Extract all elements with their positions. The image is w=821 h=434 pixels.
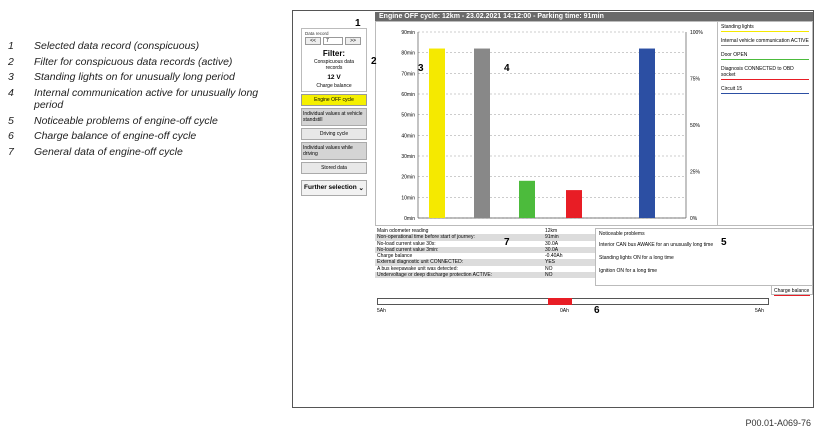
charge-balance-fill xyxy=(548,298,572,305)
menu-driving-cycle[interactable]: Driving cycle xyxy=(301,128,367,140)
charge-balance-bar xyxy=(377,294,769,316)
y2-tick-label: 75% xyxy=(690,76,701,83)
left-panel xyxy=(301,28,367,196)
y-tick-label: 80min xyxy=(401,50,415,57)
bar xyxy=(639,49,655,218)
figure-id: P00.01-A069-76 xyxy=(745,418,811,428)
further-selection-label: Further selection xyxy=(304,184,357,191)
general-data-value: -0.40Ah xyxy=(545,253,563,260)
legend-number: 4 xyxy=(8,86,14,99)
menu-engine-off-cycle[interactable]: Engine OFF cycle xyxy=(301,94,367,106)
y2-tick-label: 25% xyxy=(690,169,701,176)
event-legend-item[interactable]: Standing lights xyxy=(721,24,809,32)
legend-text: Standing lights on for unusually long period xyxy=(34,71,235,83)
callout-4: 4 xyxy=(504,63,510,74)
callout-6: 6 xyxy=(594,305,600,316)
legend-item xyxy=(8,115,278,128)
bar xyxy=(519,181,535,218)
legend-item xyxy=(8,146,278,159)
cycle-title: Engine OFF cycle: 12km - 23.02.2021 14:12:00 - Parking time: 91min xyxy=(375,12,813,21)
y-tick-label: 20min xyxy=(401,174,415,181)
data-record-panel xyxy=(301,28,367,92)
legend-number: 7 xyxy=(8,145,14,158)
further-selection-dropdown[interactable] xyxy=(301,180,367,196)
filter-conspicuous-toggle[interactable]: Conspicuous data records xyxy=(313,59,355,71)
record-number-field[interactable]: 7 xyxy=(323,37,343,45)
general-data-value: 91min xyxy=(545,234,559,241)
problem-item: Interior CAN bus AWAKE for an unusually long time xyxy=(599,242,714,248)
engine-off-chart xyxy=(375,21,718,226)
legend-list xyxy=(8,40,278,161)
legend-number: 3 xyxy=(8,71,14,83)
general-data-value: NO xyxy=(545,265,553,272)
menu-individual-values-standstill[interactable]: Individual values at vehicle standstill xyxy=(301,108,367,126)
callout-3: 3 xyxy=(418,63,424,74)
charge-balance-tab[interactable] xyxy=(771,285,813,295)
legend-text: Filter for conspicuous data records (active) xyxy=(34,55,233,68)
callout-1: 1 xyxy=(355,18,361,29)
y2-tick-label: 0% xyxy=(690,216,698,222)
general-data-value: YES xyxy=(545,259,556,266)
y-tick-label: 40min xyxy=(401,133,415,140)
bar-chart-svg xyxy=(376,22,719,227)
general-data-label: No-load current value 3min: xyxy=(377,246,439,253)
charge-balance-link[interactable]: Charge balance xyxy=(316,83,352,89)
legend-number: 5 xyxy=(8,114,14,127)
charge-mid-label: 0Ah xyxy=(560,308,569,314)
y-tick-label: 60min xyxy=(401,92,415,98)
callout-2: 2 xyxy=(371,56,377,67)
noticeable-problems-panel xyxy=(595,228,813,286)
chevron-down-icon: ⌄ xyxy=(358,185,364,192)
voltage-label: 12 V xyxy=(327,74,341,81)
event-legend-item[interactable]: Internal vehicle communication ACTIVE xyxy=(721,38,809,44)
general-data-value: 12km xyxy=(545,228,558,234)
problems-title: Noticeable problems xyxy=(599,231,645,237)
y-tick-label: 30min xyxy=(401,154,415,160)
legend-text: Selected data record (conspicuous) xyxy=(34,40,200,52)
y-tick-label: 90min xyxy=(401,30,415,36)
general-data-label: External diagnostic unit CONNECTED: xyxy=(377,259,464,266)
charge-balance-underline xyxy=(774,295,810,296)
filter-title: Filter: xyxy=(322,49,346,58)
legend-number: 2 xyxy=(8,55,14,68)
problem-item: Standing lights ON for a long time xyxy=(599,255,674,261)
legend-item xyxy=(8,56,278,69)
y-tick-label: 70min xyxy=(401,71,415,78)
legend-text: Charge balance of engine-off cycle xyxy=(34,130,197,142)
legend-number: 1 xyxy=(8,40,14,52)
next-record-button[interactable]: >> xyxy=(345,37,361,45)
bar xyxy=(429,49,445,218)
bar xyxy=(566,190,582,218)
legend-number: 6 xyxy=(8,130,14,142)
y-tick-label: 50min xyxy=(401,112,415,119)
event-legend-item[interactable]: Diagnosis CONNECTED to OBD socket xyxy=(721,66,809,80)
general-data-label: A bus keepawake unit was detected: xyxy=(377,265,458,272)
problem-item: Ignition ON for a long time xyxy=(599,268,658,274)
bar xyxy=(474,49,490,218)
event-legend xyxy=(718,21,813,226)
callout-7: 7 xyxy=(504,237,510,248)
legend-text: Noticeable problems of engine-off cycle xyxy=(34,114,218,127)
general-data-label: No-load current value 30s: xyxy=(377,240,436,247)
general-data-table xyxy=(375,228,595,286)
legend-text: Internal communication active for unusually long period xyxy=(34,86,259,111)
y-tick-label: 0min xyxy=(404,216,415,222)
event-legend-item[interactable]: Door OPEN xyxy=(721,52,809,60)
y-tick-label: 10min xyxy=(401,195,415,202)
general-data-label: Main odometer reading xyxy=(377,228,429,234)
charge-min-label: 5Ah xyxy=(377,308,386,314)
charge-max-label: 5Ah xyxy=(755,308,764,314)
prev-record-button[interactable]: << xyxy=(305,37,321,45)
charge-balance-tab-label: Charge balance xyxy=(774,288,810,294)
general-data-value: 30.0A xyxy=(545,240,559,247)
y2-tick-label: 50% xyxy=(690,123,701,129)
general-data-value: 30.0A xyxy=(545,246,559,253)
callout-5: 5 xyxy=(721,237,727,248)
general-data-label: Charge balance xyxy=(377,253,413,260)
legend-item xyxy=(8,130,278,143)
general-data-label: Undervoltage or deep discharge protection ACTIVE: xyxy=(377,272,493,279)
menu-stored-data[interactable]: Stored data xyxy=(301,162,367,174)
menu-individual-values-driving[interactable]: Individual values while driving xyxy=(301,142,367,160)
charge-balance-track xyxy=(377,298,769,305)
general-data-label: Non-operational time before start of journey: xyxy=(377,234,475,241)
data-record-label: Data record xyxy=(305,31,329,36)
y2-tick-label: 100% xyxy=(690,30,703,36)
diagnostic-window xyxy=(292,10,814,408)
legend-item xyxy=(8,40,278,53)
legend-text: General data of engine-off cycle xyxy=(34,145,183,158)
event-legend-item[interactable]: Circuit 15 xyxy=(721,86,809,94)
legend-item xyxy=(8,87,278,112)
general-data-row xyxy=(375,272,595,278)
legend-item xyxy=(8,71,278,84)
general-data-value: NO xyxy=(545,272,553,279)
